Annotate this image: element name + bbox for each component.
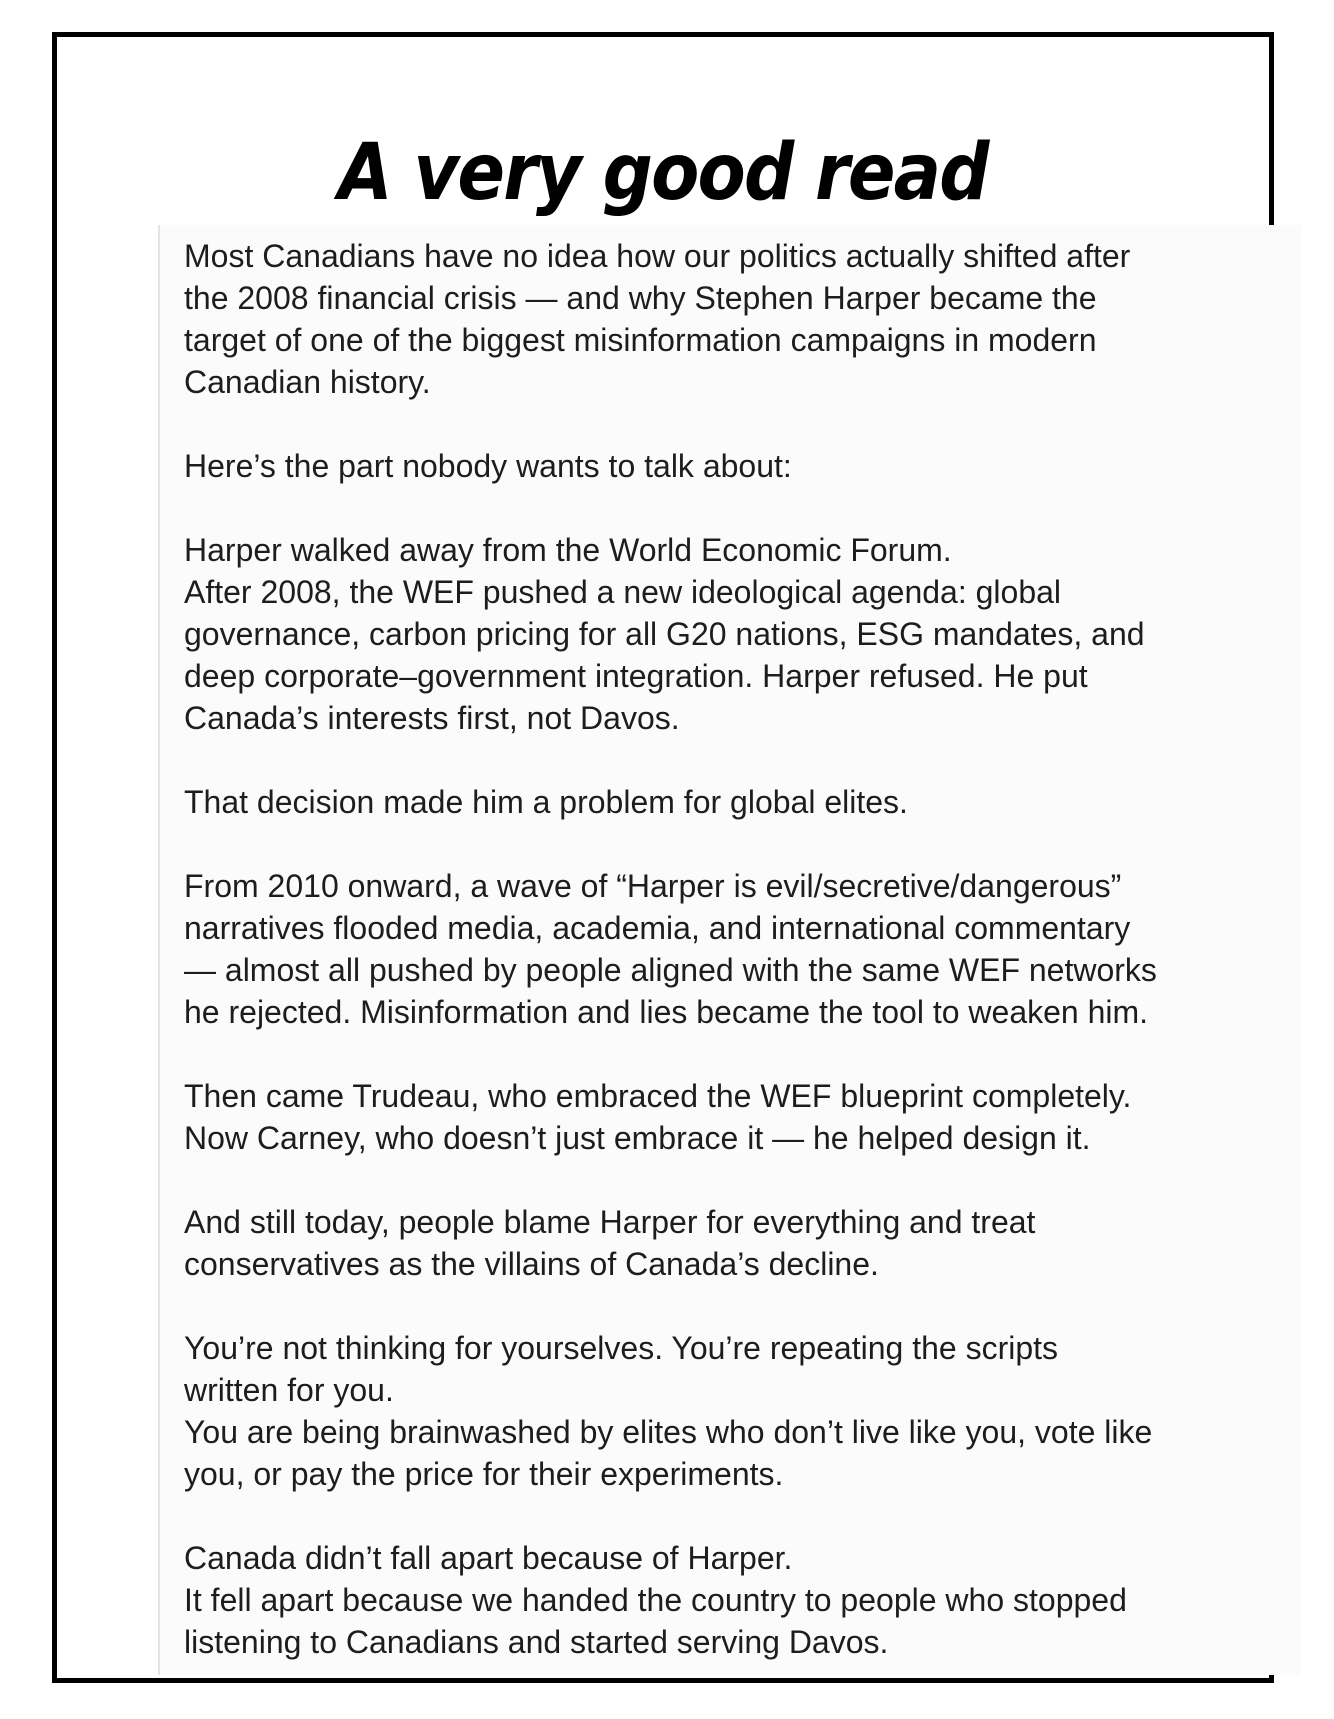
paragraph-narratives (184, 865, 1291, 1033)
text-line: listening to Canadians and started serving Davos. (184, 1624, 889, 1660)
text-line: governance, carbon pricing for all G20 nations, ESG mandates, and (184, 616, 1145, 652)
text-line: he rejected. Misinformation and lies became the tool to weaken him. (184, 994, 1149, 1030)
text-line: — almost all pushed by people aligned with the same WEF networks (184, 952, 1157, 988)
text-line: written for you. (184, 1372, 394, 1408)
text-line: Canada’s interests first, not Davos. (184, 700, 680, 736)
text-line: deep corporate–government integration. Harper refused. He put (184, 658, 1088, 694)
text-line: You’re not thinking for yourselves. You’re repeating the scripts (184, 1330, 1059, 1366)
paragraph-conclusion (184, 1537, 1291, 1663)
text-line: Harper walked away from the World Economic Forum. (184, 532, 952, 568)
text-line: It fell apart because we handed the country to people who stopped (184, 1582, 1127, 1618)
text-line: Here’s the part nobody wants to talk about: (184, 448, 792, 484)
paragraph-decision (184, 781, 1291, 823)
paragraph-lead-in (184, 445, 1291, 487)
text-line: Canadian history. (184, 364, 431, 400)
paragraph-intro (184, 235, 1291, 403)
text-line: After 2008, the WEF pushed a new ideological agenda: global (184, 574, 1062, 610)
text-line: Canada didn’t fall apart because of Harper. (184, 1540, 793, 1576)
text-line: Now Carney, who doesn’t just embrace it — he helped design it. (184, 1120, 1091, 1156)
post-panel (158, 225, 1301, 1675)
paragraph-blame (184, 1201, 1291, 1285)
text-line: Most Canadians have no idea how our politics actually shifted after (184, 238, 1131, 274)
paragraph-trudeau-carney (184, 1075, 1291, 1159)
post-body (184, 235, 1291, 1705)
text-line: conservatives as the villains of Canada’s decline. (184, 1246, 879, 1282)
text-line: From 2010 onward, a wave of “Harper is evil/secretive/dangerous” (184, 868, 1122, 904)
text-line: You are being brainwashed by elites who don’t live like you, vote like (184, 1414, 1153, 1450)
paragraph-scripts (184, 1327, 1291, 1495)
page-title: A very good read (338, 128, 988, 218)
text-line: target of one of the biggest misinformation campaigns in modern (184, 322, 1097, 358)
text-line: you, or pay the price for their experiments. (184, 1456, 784, 1492)
document-frame (52, 32, 1274, 1683)
text-line: the 2008 financial crisis — and why Stephen Harper became the (184, 280, 1097, 316)
text-line: That decision made him a problem for global elites. (184, 784, 908, 820)
text-line: And still today, people blame Harper for everything and treat (184, 1204, 1036, 1240)
text-line: Then came Trudeau, who embraced the WEF blueprint completely. (184, 1078, 1132, 1114)
text-line: narratives flooded media, academia, and international commentary (184, 910, 1131, 946)
paragraph-wef (184, 529, 1291, 739)
